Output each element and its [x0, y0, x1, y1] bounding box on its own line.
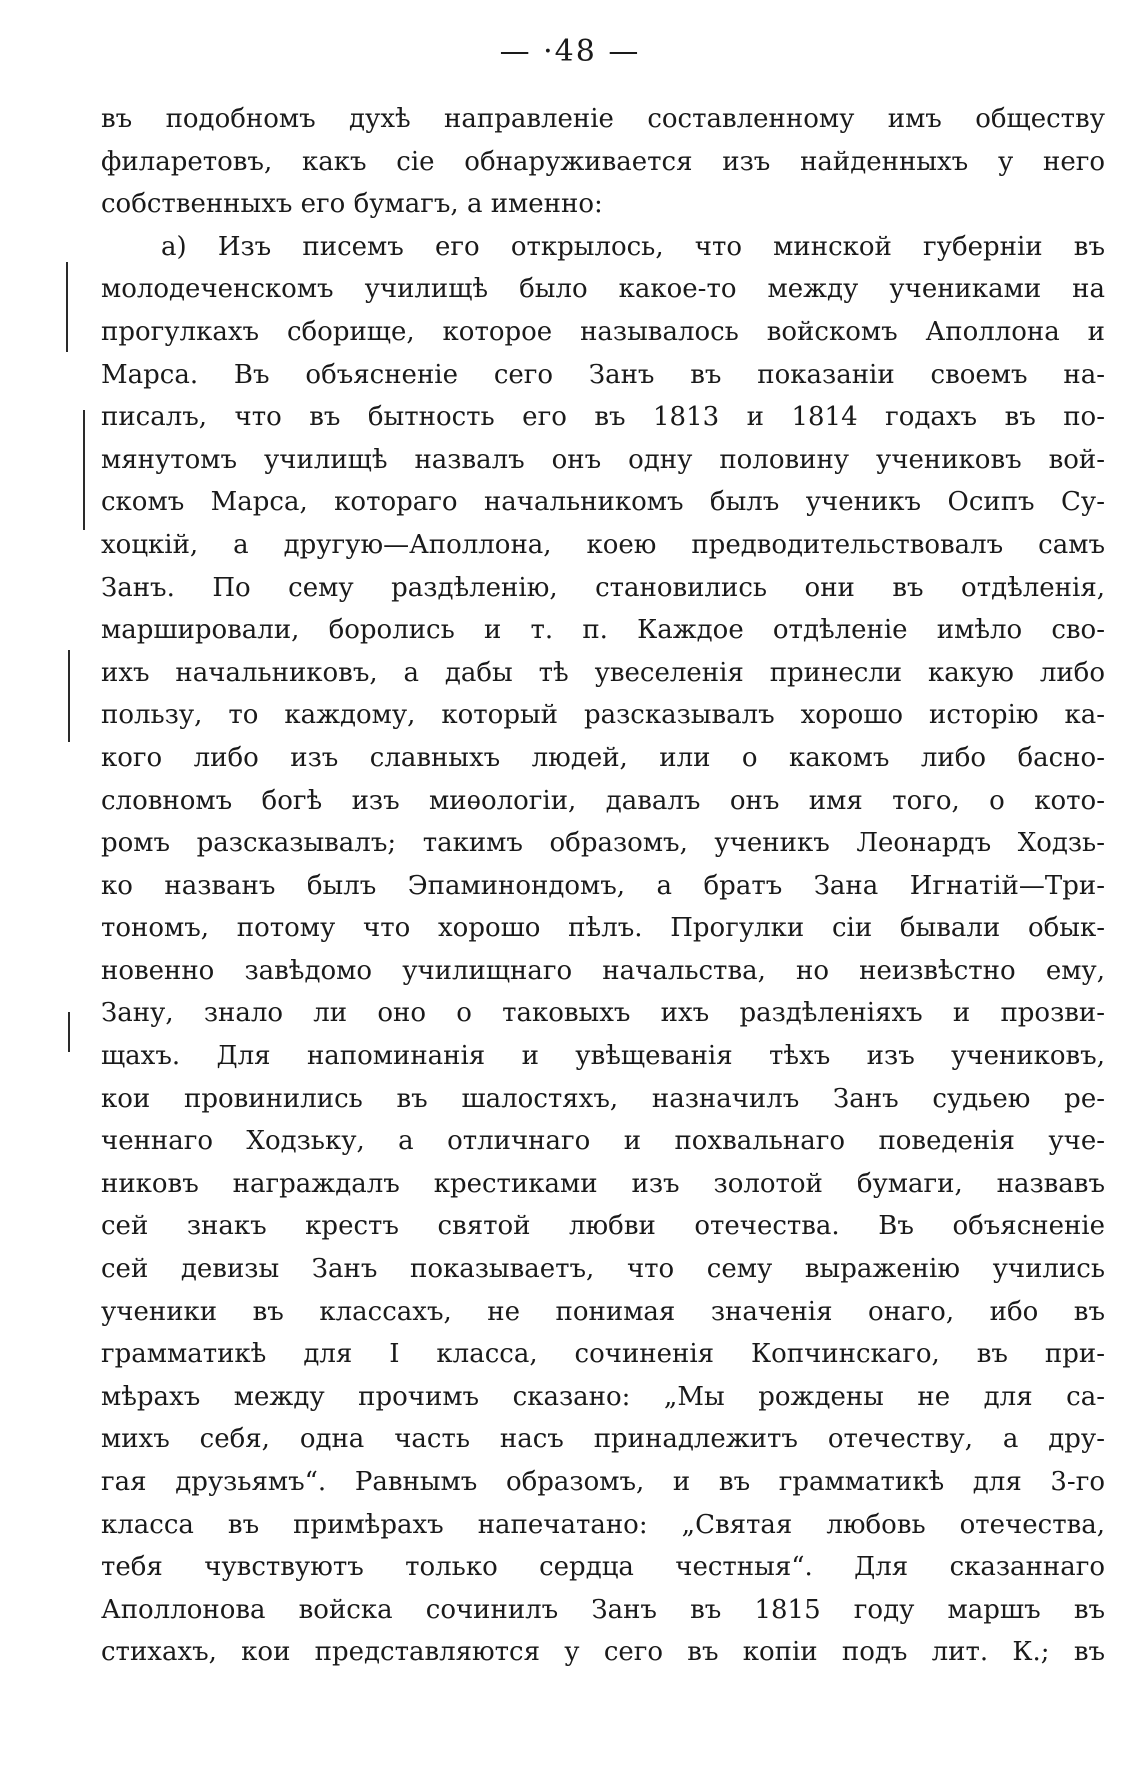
text-line: Зану, знало ли оно о таковыхъ ихъ раздѣленіяхъ и прозви- — [101, 998, 1105, 1029]
text-line: щахъ. Для напоминанія и увѣщеванія тѣхъ изъ учениковъ, — [101, 1041, 1105, 1072]
text-line: въ подобномъ духѣ направленіе составленному имъ обществу — [101, 104, 1105, 134]
margin-mark — [83, 410, 85, 530]
text-line: а) Изъ писемъ его открылось, что минской губерніи въ — [161, 231, 1105, 262]
text-line: прогулкахъ сборище, которое называлось войскомъ Аполлона и — [101, 316, 1105, 347]
text-line: тономъ, потому что хорошо пѣлъ. Прогулки сіи бывали обык- — [101, 913, 1105, 944]
text-line: молодеченскомъ училищѣ было какое-то между учениками на — [101, 274, 1105, 305]
text-line: грамматикѣ для I класса, сочиненія Копчинскаго, въ при- — [101, 1339, 1105, 1370]
page-number: — ·48 — — [499, 34, 641, 69]
text-line: мянутомъ училищѣ назвалъ онъ одну половину учениковъ вой- — [101, 444, 1105, 475]
text-line: сей девизы Занъ показываетъ, что сему выраженію учились — [101, 1254, 1105, 1285]
text-line: мѣрахъ между прочимъ сказано: „Мы рождены не для са- — [101, 1381, 1105, 1412]
text-line: михъ себя, одна часть насъ принадлежитъ отечеству, а дру- — [101, 1424, 1105, 1455]
text-line: класса въ примѣрахъ напечатано: „Святая любовь отечества, — [101, 1509, 1105, 1540]
text-line: скомъ Марса, котораго начальникомъ былъ ученикъ Осипъ Су- — [101, 487, 1105, 518]
text-line: пользу, то каждому, который разсказывалъ хорошо исторію ка- — [101, 700, 1105, 731]
text-line: ихъ начальниковъ, а дабы тѣ увеселенія принесли какую либо — [101, 657, 1105, 688]
text-line: собственныхъ его бумагъ, а именно: — [101, 189, 603, 220]
text-line: Марса. Въ объясненіе сего Занъ въ показаніи своемъ на- — [101, 359, 1105, 390]
margin-mark — [68, 650, 70, 742]
text-line: словномъ богѣ изъ миѳологіи, давалъ онъ имя того, о кото- — [101, 785, 1105, 816]
text-line: писалъ, что въ бытность его въ 1813 и 1814 годахъ въ по- — [101, 402, 1105, 433]
margin-mark — [68, 1012, 70, 1052]
text-line: ученики въ классахъ, не понимая значенія онаго, ибо въ — [101, 1296, 1105, 1327]
text-line: кого либо изъ славныхъ людей, или о какомъ либо басно- — [101, 742, 1105, 773]
text-line: ко названъ былъ Эпаминондомъ, а братъ Зана Игнатій—Три- — [101, 870, 1105, 901]
text-line: ромъ разсказывалъ; такимъ образомъ, ученикъ Леонардъ Ходзь- — [101, 828, 1105, 859]
body-text — [101, 98, 1105, 1674]
text-line: кои провинились въ шалостяхъ, назначилъ Занъ судьею ре- — [101, 1083, 1105, 1114]
text-line: тебя чувствуютъ только сердца честныя“. Для сказаннаго — [101, 1552, 1105, 1583]
text-line: сей знакъ крестъ святой любви отечества. Въ объясненіе — [101, 1211, 1105, 1242]
margin-mark — [66, 262, 68, 352]
text-line: гая друзьямъ“. Равнымъ образомъ, и въ грамматикѣ для 3-го — [101, 1467, 1105, 1497]
text-line: новенно завѣдомо училищнаго начальства, но неизвѣстно ему, — [101, 955, 1105, 986]
text-line: никовъ награждалъ крестиками изъ золотой бумаги, назвавъ — [101, 1168, 1105, 1199]
text-line: Занъ. По сему раздѣленію, становились они въ отдѣленія, — [101, 572, 1105, 603]
text-line: ченнаго Ходзьку, а отличнаго и похвальнаго поведенія уче- — [101, 1126, 1105, 1157]
text-line: маршировали, боролись и т. п. Каждое отдѣленіе имѣло сво- — [101, 615, 1105, 646]
text-line: хоцкій, а другую—Аполлона, коею предводительствовалъ самъ — [101, 529, 1105, 560]
text-line: филаретовъ, какъ сіе обнаруживается изъ найденныхъ у него — [101, 146, 1105, 177]
text-line: Аполлонова войска сочинилъ Занъ въ 1815 году маршъ въ — [101, 1594, 1105, 1625]
text-line: стихахъ, кои представляются у сего въ копіи подъ лит. К.; въ — [101, 1637, 1105, 1668]
